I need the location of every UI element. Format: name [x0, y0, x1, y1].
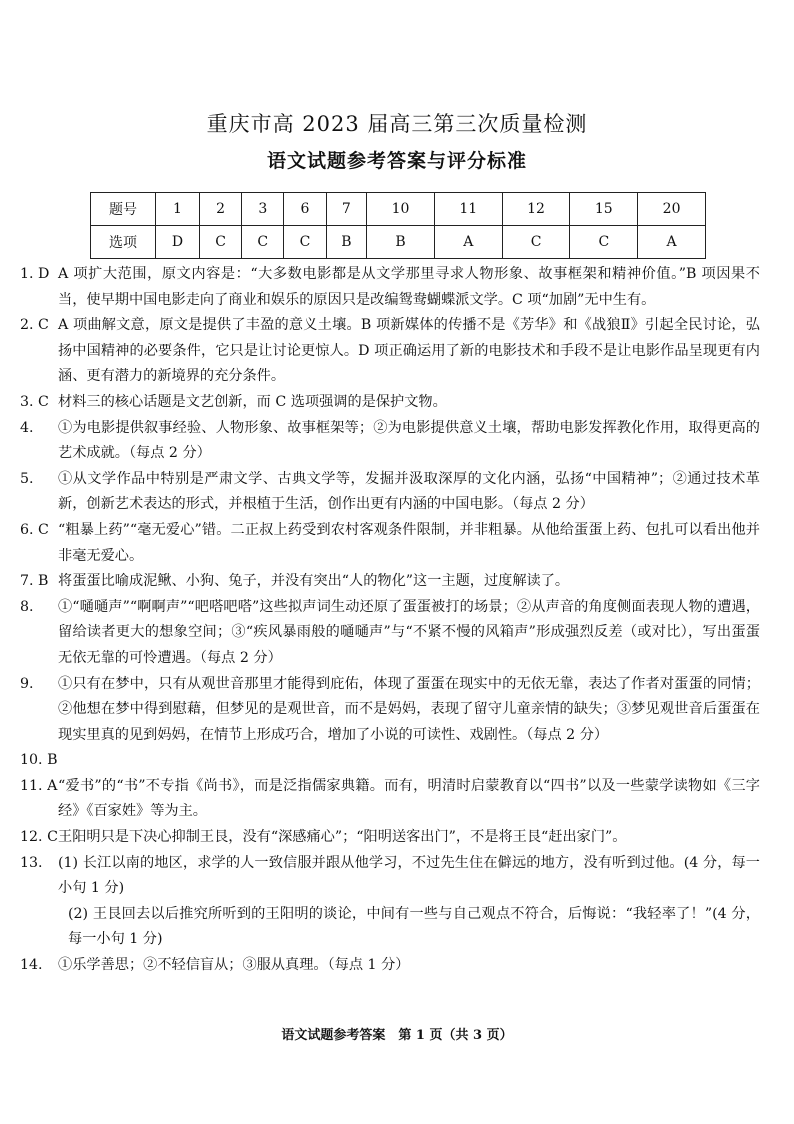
answer-item-9 — [20, 672, 760, 749]
answer-item-12 — [20, 825, 760, 851]
item-number: 8. — [20, 598, 34, 615]
answer-item-6 — [20, 518, 760, 569]
item-number: 2. C — [20, 317, 49, 334]
item-text: A 项扩大范围，原文内容是：“大多数电影都是从文学那里寻求人物形象、故事框架和精神价值。”B 项因果不当，使早期中国电影走向了商业和娱乐的原因只是改编鸳鸯蝴蝶派文学。C 项“加剧”无中生有。 — [58, 266, 760, 308]
answer-item-13 — [20, 851, 760, 902]
item-text — [58, 748, 760, 774]
page-footer: 语文试题参考答案 第 1 页（共 3 页） — [281, 1028, 513, 1043]
option-cell: C — [570, 226, 638, 259]
question-number-cell: 1 — [156, 193, 200, 226]
answer-item-1 — [20, 262, 760, 313]
item-text: (2) 王艮回去以后推究所听到的王阳明的谈论，中间有一些与自己观点不符合，后悔说：“我轻率了！”(4 分，每一小句 1 分) — [68, 905, 760, 948]
item-number: 5. — [20, 470, 34, 487]
option-cell: D — [156, 226, 200, 259]
option-cell: A — [638, 226, 706, 259]
question-number-cell: 20 — [638, 193, 706, 226]
question-number-cell: 7 — [326, 193, 367, 226]
question-number-cell: 3 — [242, 193, 284, 226]
item-number: 12. C — [20, 829, 58, 846]
item-number: 13. — [20, 854, 43, 871]
question-number-cell: 10 — [367, 193, 435, 226]
answer-table-number-row — [91, 193, 706, 226]
question-number-cell: 6 — [284, 193, 326, 226]
page-title: 重庆市高 2023 届高三第三次质量检测 — [206, 112, 588, 136]
item-number: 1. D — [20, 266, 50, 282]
item-text: “粗暴上药”“毫无爱心”错。二正叔上药受到农村客观条件限制，并非粗暴。从他给蛋蛋上药、包扎可以看出他并非毫无爱心。 — [58, 521, 760, 564]
item-number: 4. — [20, 419, 34, 436]
option-cell: A — [434, 226, 502, 259]
answer-item-8 — [20, 595, 760, 672]
item-number: 9. — [20, 675, 34, 692]
option-cell: C — [242, 226, 284, 259]
answer-item-14 — [20, 953, 760, 979]
item-number: 3. C — [20, 393, 49, 410]
answer-item-11 — [20, 774, 760, 825]
answer-item-2 — [20, 313, 760, 390]
item-text: 王阳明只是下决心抑制王艮，没有“深感痛心”；“阳明送客出门”，不是将王艮“赶出家门”。 — [58, 829, 627, 846]
answer-table — [90, 192, 706, 259]
item-number: 10. B — [20, 752, 58, 769]
answer-item-4 — [20, 416, 760, 467]
answer-item-7 — [20, 569, 760, 595]
item-number: 11. A — [20, 777, 58, 794]
item-text: ①从文学作品中特别是严肃文学、古典文学等，发掘并汲取深厚的文化内涵，弘扬“中国精神”；②通过技术革新，创新艺术表达的形式，并根植于生活，创作出更有内涵的中国电影。（每点 2 分） — [58, 470, 760, 513]
row-label-option: 选项 — [91, 226, 156, 259]
item-number: 14. — [20, 957, 43, 974]
option-cell: C — [284, 226, 326, 259]
item-text: “爱书”的“书”不专指《尚书》，而是泛指儒家典籍。而有，明清时启蒙教育以“四书”以及一些蒙学读物如《三字经》《百家姓》等为主。 — [58, 777, 760, 820]
item-text: ①“嗵嗵声”“啊啊声”“吧嗒吧嗒”这些拟声词生动还原了蛋蛋被打的场景；②从声音的角度侧面表现人物的遭遇，留给读者更大的想象空间；③“疾风暴雨般的嗵嗵声”与“不紧不慢的风箱声”形成强烈反差（或对比），写出蛋蛋无依无靠的可怜遭遇。（每点 2 分） — [58, 598, 760, 666]
question-number-cell: 15 — [570, 193, 638, 226]
item-text: A 项曲解文意，原文是提供了丰盈的意义土壤。B 项新媒体的传播不是《芳华》和《战狼Ⅱ》引起全民讨论，弘扬中国精神的必要条件，它只是让讨论更惊人。D 项正确运用了新的电影技术和手段不是让电影作品呈现更有内涵、更有潜力的新境界的充分条件。 — [58, 317, 760, 385]
item-text: ①乐学善思；②不轻信盲从；③服从真理。（每点 1 分） — [58, 957, 410, 974]
question-number-cell: 2 — [200, 193, 242, 226]
question-number-cell: 11 — [434, 193, 502, 226]
item-text: ①只有在梦中，只有从观世音那里才能得到庇佑，体现了蛋蛋在现实中的无依无靠，表达了作者对蛋蛋的同情；②他想在梦中得到慰藉，但梦见的是观世音，而不是妈妈，表现了留守儿童亲情的缺失；③梦见观世音后蛋蛋在现实里真的见到妈妈，在情节上形成巧合，增加了小说的可读性、戏剧性。（每点 2 分） — [58, 675, 760, 743]
answer-table-option-row — [91, 226, 706, 259]
row-label-question-number: 题号 — [91, 193, 156, 226]
answer-item-13-part-2 — [20, 902, 760, 953]
item-text: (1) 长江以南的地区，求学的人一致信服并跟从他学习，不过先生住在僻远的地方，没有听到过他。(4 分，每一小句 1 分) — [58, 854, 760, 897]
answer-item-3 — [20, 390, 760, 416]
answer-explanations — [20, 262, 760, 979]
answer-item-10 — [20, 748, 760, 774]
answer-item-5 — [20, 467, 760, 518]
option-cell: C — [502, 226, 570, 259]
item-number: 7. B — [20, 573, 49, 590]
option-cell: B — [367, 226, 435, 259]
item-number: 6. C — [20, 521, 49, 538]
page-subtitle: 语文试题参考答案与评分标准 — [266, 150, 527, 172]
option-cell: C — [200, 226, 242, 259]
question-number-cell: 12 — [502, 193, 570, 226]
option-cell: B — [326, 226, 367, 259]
item-text: ①为电影提供叙事经验、人物形象、故事框架等；②为电影提供意义土壤，帮助电影发挥教化作用，取得更高的艺术成就。（每点 2 分） — [58, 419, 760, 462]
item-text: 材料三的核心话题是文艺创新，而 C 选项强调的是保护文物。 — [58, 393, 447, 410]
item-text: 将蛋蛋比喻成泥鳅、小狗、兔子，并没有突出“人的物化”这一主题，过度解读了。 — [58, 573, 570, 590]
